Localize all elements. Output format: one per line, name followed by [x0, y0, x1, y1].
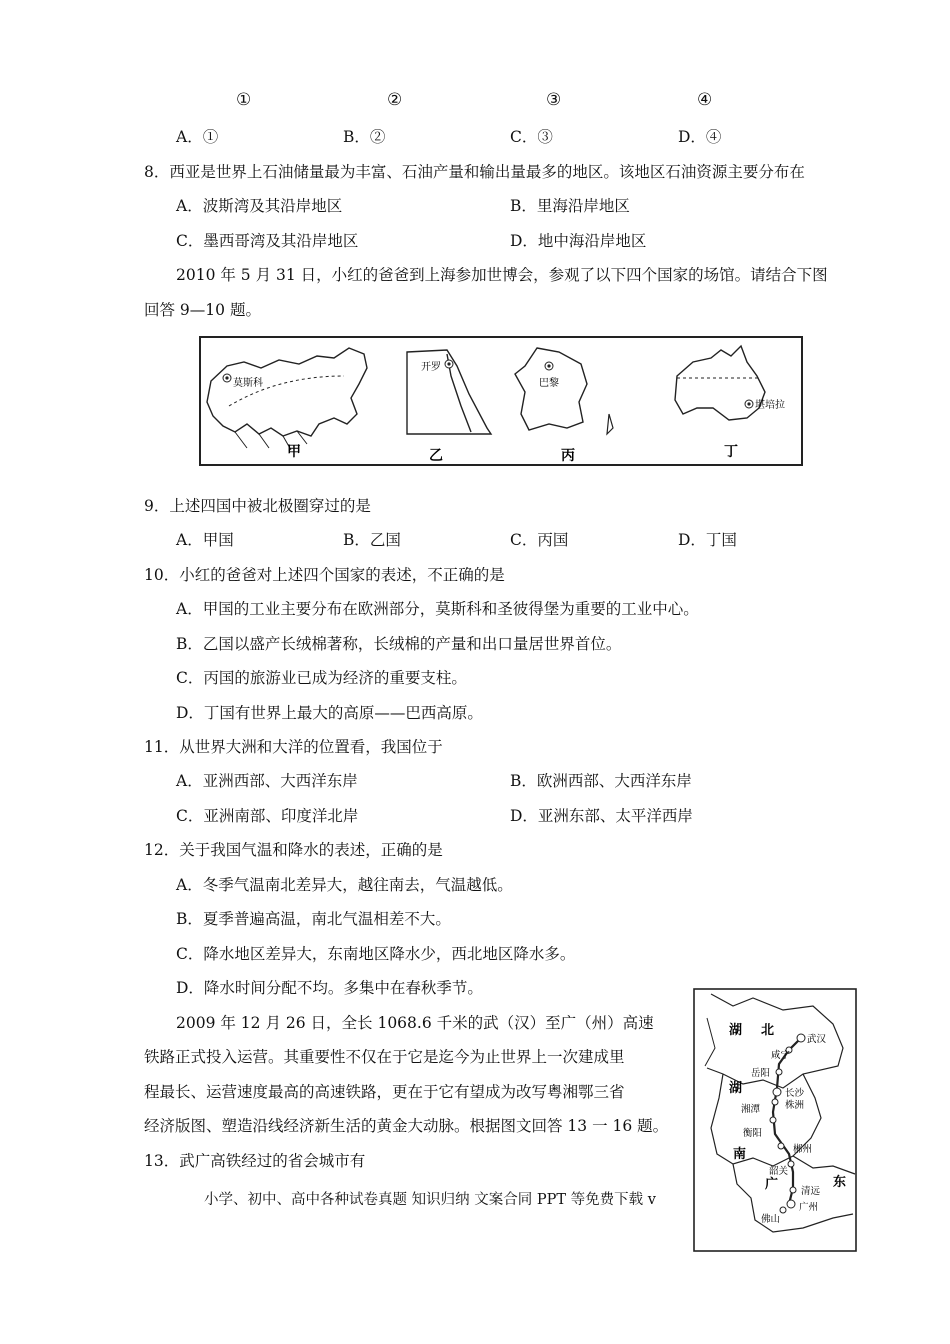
q8-option-b: B．里海沿岸地区 [510, 197, 630, 215]
country-label-yi: 乙 [429, 448, 443, 464]
footer-text: 小学、初中、高中各种试卷真题 知识归纳 文案合同 PPT 等免费下载 v [204, 1192, 656, 1208]
city-changsha: 长沙 [785, 1088, 805, 1099]
rail-map-svg [693, 988, 857, 1252]
q12-option-c: C．降水地区差异大，东南地区降水少，西北地区降水多。 [176, 945, 576, 963]
province-label-guang: 广 [765, 1177, 779, 1192]
q8-option-c: C．墨西哥湾及其沿岸地区 [176, 232, 359, 250]
q9-stem: 9．上述四国中被北极圈穿过的是 [144, 497, 371, 515]
province-label-hu1: 湖 [729, 1023, 743, 1038]
province-label-hu2: 湖 [729, 1081, 743, 1096]
city-label-cairo: 开罗 [421, 362, 441, 373]
q10-stem: 10．小红的爸爸对上述四个国家的表述，不正确的是 [144, 566, 505, 584]
country-label-ding: 丁 [724, 444, 738, 460]
city-guangzhou: 广州 [799, 1202, 819, 1213]
q11-option-c: C．亚洲南部、印度洋北岸 [176, 807, 359, 825]
province-label-bei: 北 [761, 1023, 775, 1038]
city-xianning: 咸宁 [771, 1050, 791, 1061]
q7-option-d: D．④ [678, 128, 722, 146]
city-zhuzhou: 株洲 [785, 1100, 805, 1111]
city-yueyang: 岳阳 [751, 1068, 771, 1079]
q9-option-d: D．丁国 [678, 531, 737, 549]
city-label-paris: 巴黎 [539, 378, 559, 389]
q12-stem: 12．关于我国气温和降水的表述，正确的是 [144, 841, 443, 859]
circled-mark-2: ② [387, 90, 403, 110]
city-shaoguan: 韶关 [769, 1166, 789, 1177]
province-label-nan: 南 [733, 1147, 747, 1162]
q8-stem: 8．西亚是世界上石油储量最为丰富、石油产量和输出量最多的地区。该地区石油资源主要分布在 [144, 163, 805, 181]
country-map-svg [199, 336, 803, 466]
q8-option-d: D．地中海沿岸地区 [510, 232, 647, 250]
q11-stem: 11．从世界大洲和大洋的位置看，我国位于 [144, 738, 443, 756]
country-label-jia: 甲 [287, 444, 301, 460]
city-foshan: 佛山 [761, 1214, 781, 1225]
q11-option-d: D．亚洲东部、太平洋西岸 [510, 807, 693, 825]
intro-9-10-line2: 回答 9—10 题。 [144, 301, 261, 319]
country-map-figure [199, 336, 803, 466]
city-label-canberra: 堪培拉 [755, 400, 785, 411]
q9-option-a: A．甲国 [176, 531, 234, 549]
q12-option-b: B．夏季普遍高温，南北气温相差不大。 [176, 910, 451, 928]
rail-map-figure [693, 988, 857, 1252]
circled-mark-1: ① [236, 90, 252, 110]
q11-option-b: B．欧洲西部、大西洋东岸 [510, 772, 692, 790]
city-label-moscow: 莫斯科 [233, 378, 263, 389]
q10-option-c: C．丙国的旅游业已成为经济的重要支柱。 [176, 669, 467, 687]
q10-option-d: D．丁国有世界上最大的高原——巴西高原。 [176, 704, 483, 722]
circled-mark-3: ③ [546, 90, 562, 110]
passage-line4: 经济版图、塑造沿线经济新生活的黄金大动脉。根据图文回答 13 一 16 题。 [144, 1117, 669, 1135]
q7-option-c: C．③ [510, 128, 553, 146]
q12-option-a: A．冬季气温南北差异大，越往南去，气温越低。 [176, 876, 513, 894]
q7-option-a: A．① [176, 128, 219, 146]
passage-line1: 2009 年 12 月 26 日，全长 1068.6 千米的武（汉）至广（州）高速 [176, 1014, 654, 1032]
q11-option-a: A．亚洲西部、大西洋东岸 [176, 772, 358, 790]
q10-option-a: A．甲国的工业主要分布在欧洲部分，莫斯科和圣彼得堡为重要的工业中心。 [176, 600, 699, 618]
city-hengyang: 衡阳 [743, 1128, 763, 1139]
city-qingyuan: 清远 [801, 1186, 821, 1197]
passage-line3: 程最长、运营速度最高的高速铁路，更在于它有望成为改写粤湘鄂三省 [144, 1083, 625, 1101]
q9-option-b: B．乙国 [343, 531, 401, 549]
q7-option-b: B．② [343, 128, 386, 146]
intro-9-10-line1: 2010 年 5 月 31 日，小红的爸爸到上海参加世博会，参观了以下四个国家的场馆。请结合下图 [176, 266, 828, 284]
city-xiangtan: 湘潭 [741, 1104, 761, 1115]
q9-option-c: C．丙国 [510, 531, 569, 549]
city-chenzhou: 郴州 [793, 1144, 813, 1155]
q10-option-b: B．乙国以盛产长绒棉著称，长绒棉的产量和出口量居世界首位。 [176, 635, 622, 653]
q12-option-d: D．降水时间分配不均。多集中在春秋季节。 [176, 979, 483, 997]
passage-line2: 铁路正式投入运营。其重要性不仅在于它是迄今为止世界上一次建成里 [144, 1048, 625, 1066]
province-label-dong: 东 [833, 1175, 847, 1190]
country-label-bing: 丙 [561, 448, 575, 464]
q13-stem: 13．武广高铁经过的省会城市有 [144, 1152, 366, 1170]
city-wuhan: 武汉 [807, 1034, 827, 1045]
q8-option-a: A．波斯湾及其沿岸地区 [176, 197, 343, 215]
circled-mark-4: ④ [697, 90, 713, 110]
